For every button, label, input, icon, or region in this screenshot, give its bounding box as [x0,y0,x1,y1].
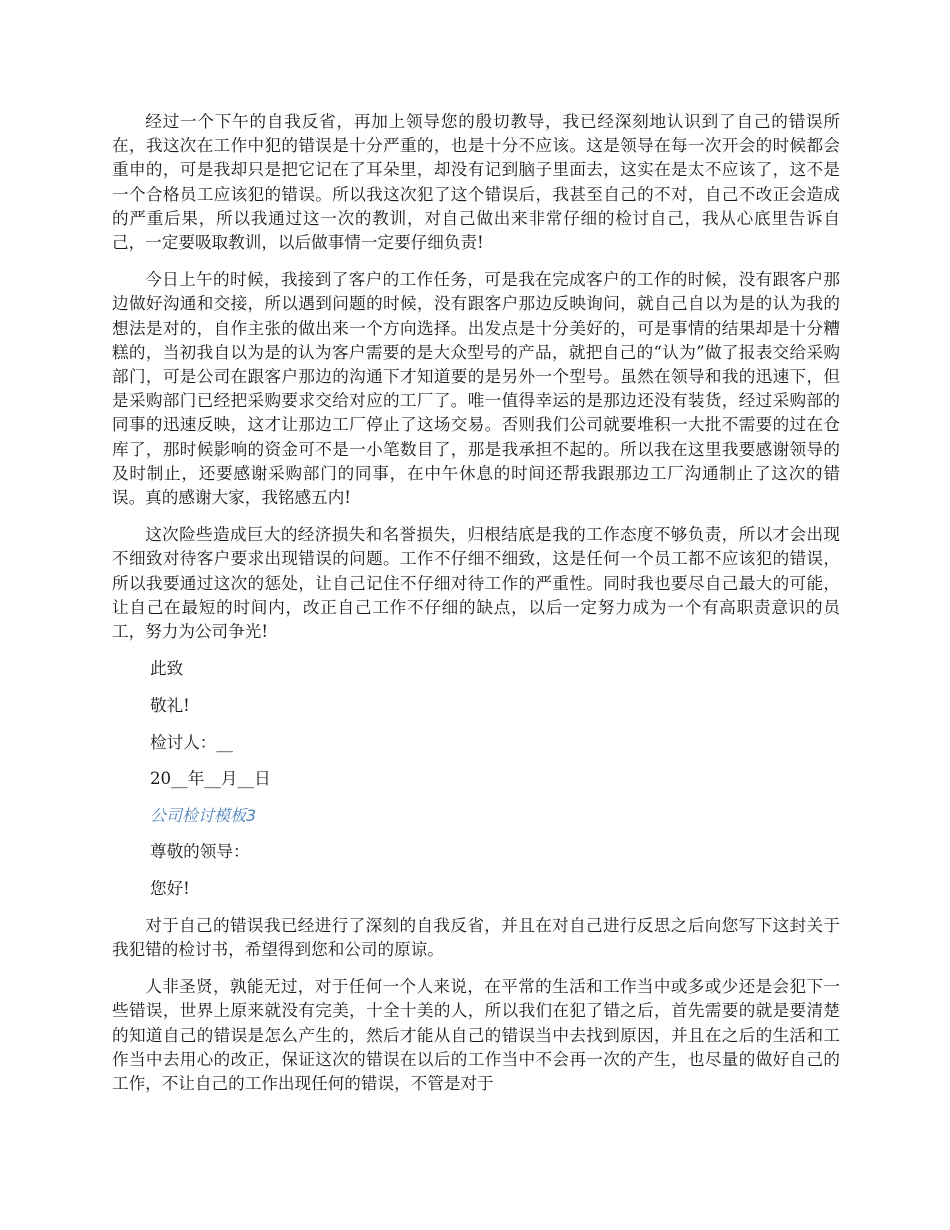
paragraph-apology: 对于自己的错误我已经进行了深刻的自我反省，并且在对自己进行反思之后向您写下这封关于我犯错的检讨书，希望得到您和公司的原谅。 [112,915,840,959]
signer-line: 检讨人：__ [150,732,233,752]
closing-line: 此致 [150,659,184,679]
date-line: 20__年__月__日 [150,769,271,789]
salute-line: 敬礼! [150,695,190,715]
hello-line: 您好! [150,878,190,898]
section-heading: 公司检讨模板3 [150,806,257,826]
paragraph-reasoning: 人非圣贤，孰能无过，对于任何一个人来说，在平常的生活和工作当中或多或少还是会犯下一些错误，世界上原来就没有完美，十全十美的人，所以我们在犯了错之后，首先需要的就是要清楚的知道自己的错误是怎么产生的，然后才能从自己的错误当中去找到原因，并且在之后的生活和工作当中去用心的改正，保证这次的错误在以后的工作当中不会再一次的产生，也尽量的做好自己的工作，不让自己的工作出现任何的错误，不管是对于 [112,977,840,1093]
paragraph-incident: 今日上午的时候，我接到了客户的工作任务，可是我在完成客户的工作的时候，没有跟客户那边做好沟通和交接，所以遇到问题的时候，没有跟客户那边反映询问，就自己自以为是的认为我的想法是对的，自作主张的做出来一个方向选择。出发点是十分美好的，可是事情的结果却是十分糟糕的，当初我自以为是的认为客户需要的是大众型号的产品，就把自己的“认为”做了报表交给采购部门，可是公司在跟客户那边的沟通下才知道要的是另外一个型号。虽然在领导和我的迅速下，但是采购部门已经把采购要求交给对应的工厂了。唯一值得幸运的是那边还没有装货，经过采购部的同事的迅速反映，这才让那边工厂停止了这场交易。否则我们公司就要堆积一大批不需要的过在仓库了，那时候影响的资金可不是一小笔数目了，那是我承担不起的。所以我在这里我要感谢领导的及时制止，还要感谢采购部门的同事，在中午休息的时间还帮我跟那边工厂沟通制止了这次的错误。真的感谢大家，我铭感五内! [112,270,840,508]
document-body [112,110,840,1109]
paragraph-reflection: 经过一个下午的自我反省，再加上领导您的殷切教导，我已经深刻地认识到了自己的错误所在，我这次在工作中犯的错误是十分严重的，也是十分不应该。这是领导在每一次开会的时候都会重申的，可是我却只是把它记在了耳朵里，却没有记到脑子里面去，这实在是太不应该了，这不是一个合格员工应该犯的错误。所以我这次犯了这个错误后，我甚至自己的不对，自己不改正会造成的严重后果，所以我通过这一次的教训，对自己做出来非常仔细的检讨自己，我从心底里告诉自己，一定要吸取教训，以后做事情一定要仔细负责! [112,112,840,253]
greeting-line: 尊敬的领导： [150,842,250,862]
paragraph-commitment: 这次险些造成巨大的经济损失和名誉损失，归根结底是我的工作态度不够负责，所以才会出现不细致对待客户要求出现错误的问题。工作不仔细不细致，这是任何一个员工都不应该犯的错误，所以我要通过这次的惩处，让自己记住不仔细对待工作的严重性。同时我也要尽自己最大的可能，让自己在最短的时间内，改正自己工作不仔细的缺点，以后一定努力成为一个有高职责意识的员工，努力为公司争光! [112,525,840,642]
